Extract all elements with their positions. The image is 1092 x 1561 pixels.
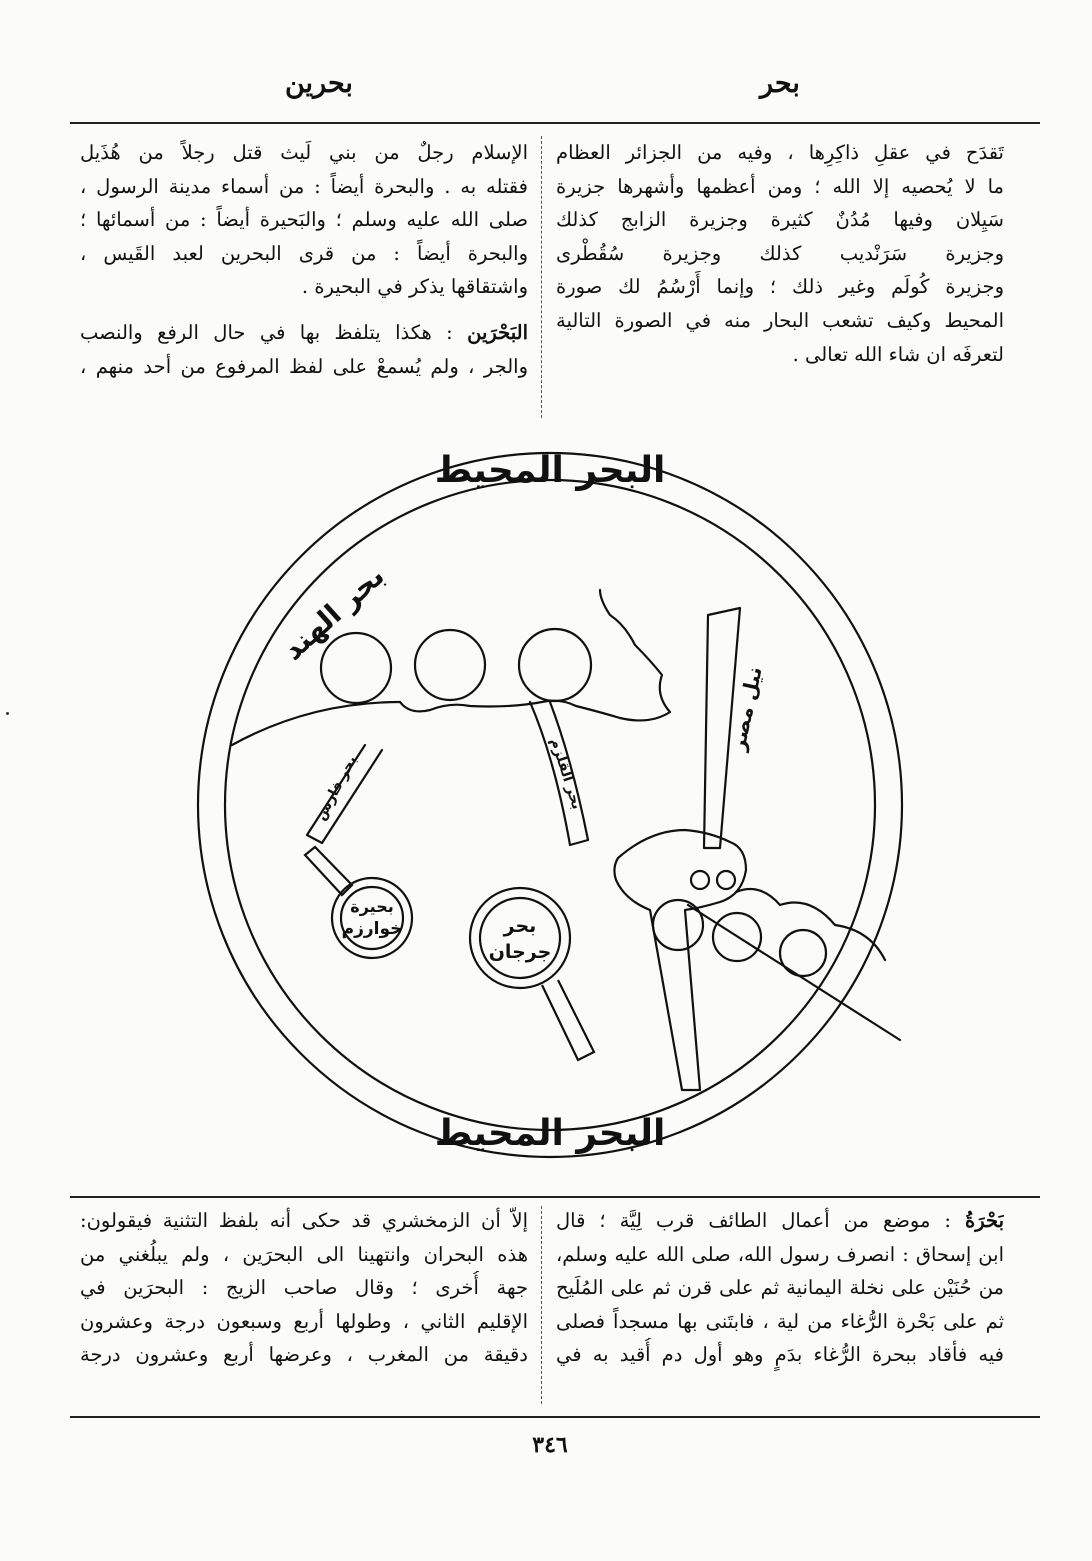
text-line: وجزيرة كُولَم وغير ذلك ؛ وإنما أَرْسُمُ لك صورة — [556, 275, 1004, 299]
indian-sea-label: بحر الهند — [276, 559, 391, 667]
header-right-word: بحر — [760, 68, 800, 99]
text-line: هذه البحران وانتهينا الى البحرَين ، ولم يبلُغني من — [80, 1242, 528, 1266]
ocean-bottom-label: البحر المحيط — [434, 1113, 666, 1154]
island-circle — [519, 629, 591, 701]
text-line: الإسلام رجلٌ من بني لَيث قتل رجلاً من هُذَيل — [80, 141, 528, 164]
entry-term: البَحْرَين — [467, 320, 528, 344]
entry-line — [80, 316, 528, 350]
text-line: والجر ، ولم يُسمعْ على لفظ المرفوع من أحد منهم ، — [80, 354, 528, 378]
bottom-left-column — [80, 1204, 528, 1372]
text-line: ثم على بَحْرة الرُّغاء من لية ، فابتَنى بها مسجداً فصلى — [556, 1309, 1004, 1333]
text-line: صلى الله عليه وسلم ؛ والبَحيرة أيضاً : من أسمائها ؛ — [80, 208, 528, 232]
entry-text: : هكذا يتلفظ بها في حال الرفع والنصب — [80, 320, 468, 344]
bottom-rule — [70, 1416, 1040, 1418]
island-circle — [415, 630, 485, 700]
delta-circle — [691, 871, 709, 889]
coastline-middle — [400, 701, 620, 718]
basin-circle — [780, 930, 826, 976]
red-sea-label: بحر القلزم — [546, 736, 585, 812]
text-line: إلاّ أن الزمخشري قد حكى أنه بلفظ التثنية فيقولون: — [80, 1209, 528, 1232]
text-line: لتعرفَه ان شاء الله تعالى . — [792, 342, 1004, 366]
bottom-right-column — [556, 1204, 1004, 1372]
nile-delta-body — [614, 830, 746, 1090]
text-line: والبحرة أيضاً : من قرى البحرين لعبد القَيس ، — [80, 241, 528, 265]
outer-ocean-circle — [198, 453, 902, 1157]
khwarazm-label-2: خوارزم — [341, 919, 403, 939]
text-line: جهة أُخرى ؛ وقال صاحب الزيج : البحرَين في — [80, 1276, 528, 1300]
nile-basins — [713, 913, 826, 976]
khwarazm-label-1: بحيرة — [350, 897, 394, 916]
text-line: ما لا يُحصيه إلا الله ؛ ومن أعظمها وأشهرها جزيرة — [556, 174, 1004, 198]
top-column-divider — [541, 136, 542, 418]
middle-rule — [70, 1196, 1040, 1198]
ocean-top-label: البحر المحيط — [434, 450, 666, 491]
delta-circle — [653, 900, 703, 950]
coastline-upper — [600, 590, 670, 720]
text-line: سَيِلان وفيها مُدُنٌ كثيرة وجزيرة الزابج كذلك — [556, 208, 1004, 232]
persian-gulf-label: بحر فارس — [312, 753, 361, 824]
text-line: من حُنَيْن على نخلة اليمانية ثم على قرن ثم على المُلَيح — [556, 1276, 1004, 1300]
top-rule — [70, 122, 1040, 124]
text-line: الإقليم الثاني ، وطولها أربع وسبعون درجة وعشرون — [80, 1309, 528, 1333]
scan-speck — [6, 712, 9, 715]
text-line: فيه فأقاد ببحرة الرُّغاء بدَمٍ وهو أول دم أُقيد به في — [556, 1343, 1004, 1367]
bottom-column-divider — [541, 1206, 542, 1404]
page-number: ٣٤٦ — [532, 1432, 568, 1458]
text-line: المحيط وكيف تشعب البحار منه في الصورة التالية — [556, 308, 1004, 332]
header-left-word: بحرين — [285, 68, 353, 99]
nile-label: نيل مصر — [725, 664, 767, 753]
jurjan-channel — [542, 980, 594, 1060]
text-line: دقيقة من المغرب ، وعرضها أربع وعشرون درجة — [80, 1343, 528, 1367]
island-circle — [321, 633, 391, 703]
text-line: تَقدَح في عقلِ ذاكِرِها ، وفيه من الجزائر العظام — [556, 141, 1004, 164]
text-line: وجزيرة سَرَنْديب كذلك وجزيرة سُقُطْرى — [556, 241, 1004, 265]
jurjan-label-1: بحر — [503, 915, 537, 937]
seas-map — [180, 440, 920, 1180]
top-left-column — [80, 136, 528, 383]
delta-circle — [717, 871, 735, 889]
top-right-column — [556, 136, 1004, 371]
entry-line — [556, 1204, 1004, 1238]
coastline-left — [232, 702, 400, 745]
text-line: واشتقاقها يذكر في البحيرة . — [301, 275, 528, 299]
jurjan-label-2: جرجان — [488, 941, 552, 963]
text-line: ابن إسحاق : انصرف رسول الله، صلى الله عليه وسلم، — [556, 1242, 1004, 1266]
paragraph-gap — [80, 304, 528, 316]
text-line: فقتله به . والبحرة أيضاً : من أسماء مدينة الرسول ، — [80, 174, 528, 198]
entry-term: بَحْرَةُ — [965, 1209, 1004, 1232]
jurjan-sea — [470, 888, 594, 1060]
entry-text: : موضع من أعمال الطائف قرب لِيَّة ؛ قال — [556, 1209, 965, 1232]
